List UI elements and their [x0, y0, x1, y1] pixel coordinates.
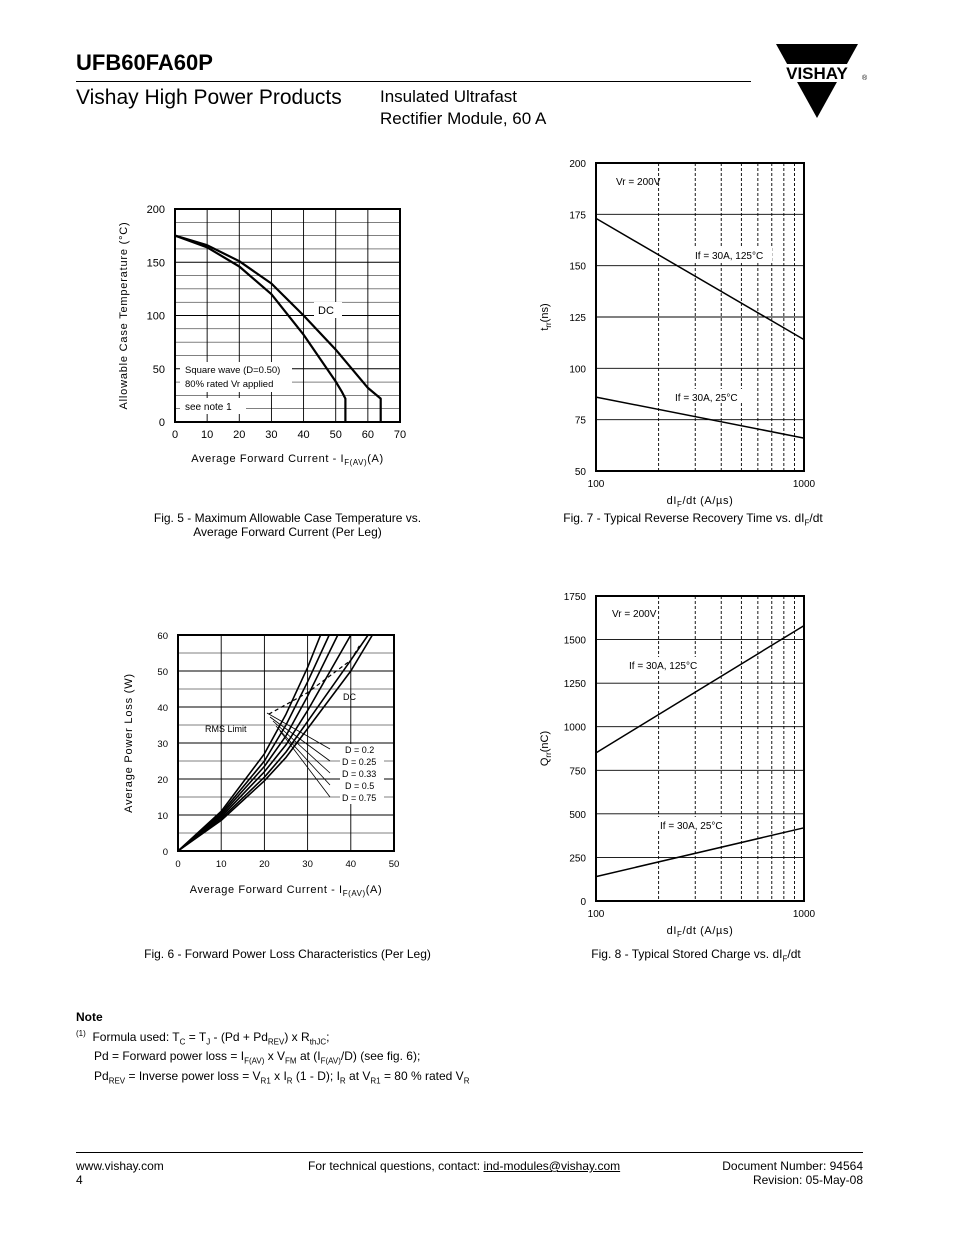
- figure-6-caption: Fig. 6 - Forward Power Loss Characteristics (Per Leg): [144, 947, 431, 961]
- fig6-grid: [178, 635, 394, 851]
- fig5-annotation-square-wave: Square wave (D=0.50): [185, 365, 281, 376]
- fig7-annotation-vr: Vr = 200V: [616, 177, 661, 188]
- fig8-series-line: [596, 626, 804, 753]
- x-tick-label: 40: [345, 859, 357, 870]
- fig6-label-d-0-25: D = 0.25: [342, 757, 377, 767]
- y-tick-label: 1000: [563, 722, 586, 734]
- fig7-x-axis-label: $dI_F/dt$ (A/µs): [666, 495, 734, 509]
- fig7-series-label-125c: If = 30A, 125°C: [695, 251, 764, 262]
- x-tick-label: 60: [361, 429, 374, 441]
- note-block: [76, 1010, 469, 1088]
- note-line-2: Pd = Forward power loss = $I_{F(AV)}$ x $V_{FM}$ at $(I_{F(AV)}/D)$ (see fig. 6);: [94, 1049, 421, 1066]
- fig8-y-axis-label: $Q_{rr}(nC)$: [539, 730, 553, 767]
- figure-5-caption-line1: Fig. 5 - Maximum Allowable Case Temperature vs.: [153, 511, 422, 525]
- fig6-series-line: [269, 646, 360, 714]
- fig7-y-axis-label: $t_{rr}(ns)$: [539, 303, 553, 331]
- footer-left: [76, 1159, 164, 1187]
- y-tick-label: 50: [152, 363, 165, 376]
- fig8-x-axis-label: $dI_F/dt$ (A/µs): [666, 925, 734, 939]
- product-title-line1: Insulated Ultrafast: [380, 87, 518, 106]
- x-tick-label: 70: [393, 429, 407, 441]
- footer-doc-number: Document Number: 94564: [722, 1159, 863, 1173]
- y-tick-label: 50: [157, 667, 168, 678]
- y-tick-label: 200: [569, 159, 586, 170]
- x-tick-label: 100: [587, 479, 605, 490]
- x-tick-label: 10: [201, 429, 214, 441]
- figure-6-chart: [110, 625, 420, 900]
- y-tick-label: 0: [158, 417, 165, 429]
- figure-8-caption-sub: F: [782, 954, 788, 964]
- x-tick-label: 20: [233, 429, 246, 441]
- figure-6-plot: [110, 625, 420, 900]
- fig5-x-axis-label: Average Forward Current - $I_{F(AV)}(A)$: [191, 453, 384, 467]
- fig6-annotation-dc: DC: [343, 692, 356, 702]
- y-tick-label: 125: [569, 313, 586, 324]
- footer-right: [722, 1159, 863, 1187]
- fig6-x-axis-label: Average Forward Current - $I_{F(AV)}(A)$: [189, 884, 383, 898]
- x-tick-label: 40: [297, 429, 310, 441]
- x-tick-label: 50: [329, 429, 342, 441]
- footer-contact-email-link[interactable]: ind-modules@vishay.com: [483, 1159, 621, 1173]
- footer-rule: [76, 1152, 863, 1153]
- y-tick-label: 40: [157, 703, 168, 714]
- footer-contact-prefix: For technical questions, contact:: [308, 1159, 484, 1173]
- figure-7-caption-sub: F: [804, 518, 810, 528]
- header-rule: [76, 81, 751, 82]
- y-tick-label: 1500: [563, 635, 586, 647]
- x-tick-label: 30: [265, 429, 278, 441]
- fig6-label-d-0-5: D = 0.5: [345, 781, 375, 791]
- figure-5-chart: [100, 195, 430, 485]
- y-tick-label: 175: [569, 210, 586, 222]
- fig8-annotation-vr: Vr = 200V: [612, 609, 657, 620]
- logo-text: VISHAY: [786, 64, 848, 83]
- x-tick-label: 30: [302, 859, 313, 870]
- y-tick-label: 250: [569, 853, 586, 865]
- fig7-grid: [596, 163, 804, 471]
- figure-8-caption-suffix: /dt: [787, 947, 801, 961]
- figure-5-caption-line2: Average Forward Current (Per Leg): [193, 525, 382, 539]
- figure-7-plot: [530, 150, 830, 510]
- x-tick-label: 1000: [792, 479, 816, 490]
- y-tick-label: 1250: [563, 679, 586, 691]
- x-tick-label: 1000: [792, 909, 816, 920]
- fig6-annotation-rms-limit: RMS Limit: [205, 724, 247, 734]
- x-tick-label: 50: [388, 859, 400, 870]
- footer-page-number: 4: [76, 1173, 83, 1187]
- y-tick-label: 20: [157, 775, 168, 786]
- fig5-annotation-see-note: see note 1: [185, 402, 232, 413]
- fig6-y-axis-label: Average Power Loss (W): [123, 673, 135, 813]
- figure-8-chart: [530, 585, 830, 945]
- footer-revision: Revision: 05-May-08: [752, 1173, 863, 1187]
- y-tick-label: 50: [574, 467, 586, 478]
- fig8-grid: [596, 596, 804, 901]
- svg-text:®: ®: [862, 75, 868, 82]
- footer-contact: [308, 1159, 620, 1173]
- figure-5-caption: [130, 511, 445, 539]
- y-tick-label: 30: [157, 739, 168, 750]
- y-tick-label: 500: [569, 809, 586, 821]
- x-tick-label: 20: [259, 859, 270, 870]
- figure-7-chart: [530, 150, 830, 510]
- fig7-series-label-25c: If = 30A, 25°C: [675, 393, 738, 404]
- fig8-frame: [596, 596, 804, 901]
- y-tick-label: 200: [146, 204, 165, 216]
- note-title: Note: [76, 1010, 103, 1024]
- y-tick-label: 10: [157, 811, 168, 822]
- y-tick-label: 0: [580, 897, 586, 908]
- fig6-leader-line: [280, 731, 330, 797]
- y-tick-label: 75: [574, 415, 586, 427]
- fig8-series-label-125c: If = 30A, 125°C: [629, 661, 698, 672]
- note-line-1: $^{(1)}$ Formula used: $T_C = T_J - (Pd + Pd_{REV})$ x $R_{thJC}$;: [76, 1029, 330, 1047]
- y-tick-label: 60: [157, 631, 168, 642]
- fig8-series-label-25c: If = 30A, 25°C: [660, 821, 723, 832]
- figure-7-caption-suffix: /dt: [809, 511, 823, 525]
- product-title: [380, 86, 546, 130]
- x-tick-label: 0: [175, 859, 181, 870]
- y-tick-label: 0: [162, 847, 168, 858]
- fig6-label-d-0-2: D = 0.2: [345, 745, 375, 755]
- footer-website[interactable]: www.vishay.com: [76, 1159, 164, 1173]
- figure-8-plot: [530, 585, 830, 945]
- note-line-3: $Pd_{REV}$ = Inverse power loss = $V_{R1}$ x $I_R$ (1 - D); $I_R$ at $V_{R1} = 80$ % rated $V_R$: [94, 1068, 470, 1086]
- fig5-annotation-rated-vr: 80% rated Vr applied: [185, 379, 274, 390]
- y-tick-label: 150: [569, 261, 586, 273]
- y-tick-label: 1750: [563, 592, 586, 603]
- y-tick-label: 100: [569, 364, 586, 376]
- figure-8-caption-text: Fig. 8 - Typical Stored Charge vs. dI: [591, 947, 783, 961]
- part-number: UFB60FA60P: [76, 50, 213, 75]
- y-tick-label: 100: [146, 310, 165, 323]
- fig7-series-line: [596, 218, 804, 339]
- fig5-annotation-dc: DC: [318, 305, 334, 317]
- fig6-label-d-0-75: D = 0.75: [342, 793, 377, 803]
- x-tick-label: 100: [587, 909, 605, 920]
- y-tick-label: 150: [146, 257, 165, 270]
- vishay-logo: [768, 42, 866, 122]
- x-tick-label: 0: [171, 429, 179, 441]
- figure-5-plot: [100, 195, 430, 485]
- fig8-series-line: [596, 828, 804, 877]
- y-tick-label: 750: [569, 766, 586, 778]
- fig5-y-axis-label: Allowable Case Temperature (°C): [118, 221, 130, 410]
- figure-7-caption-text: Fig. 7 - Typical Reverse Recovery Time vs. dI: [563, 511, 805, 525]
- note-marker: (1): [76, 1029, 86, 1038]
- figure-7-caption: [543, 511, 843, 530]
- x-tick-label: 10: [215, 859, 227, 870]
- product-title-line2: Rectifier Module, 60 A: [380, 109, 547, 128]
- fig6-label-d-0-33: D = 0.33: [342, 769, 377, 779]
- figure-8-caption: [546, 947, 846, 966]
- division-name: Vishay High Power Products: [76, 86, 342, 109]
